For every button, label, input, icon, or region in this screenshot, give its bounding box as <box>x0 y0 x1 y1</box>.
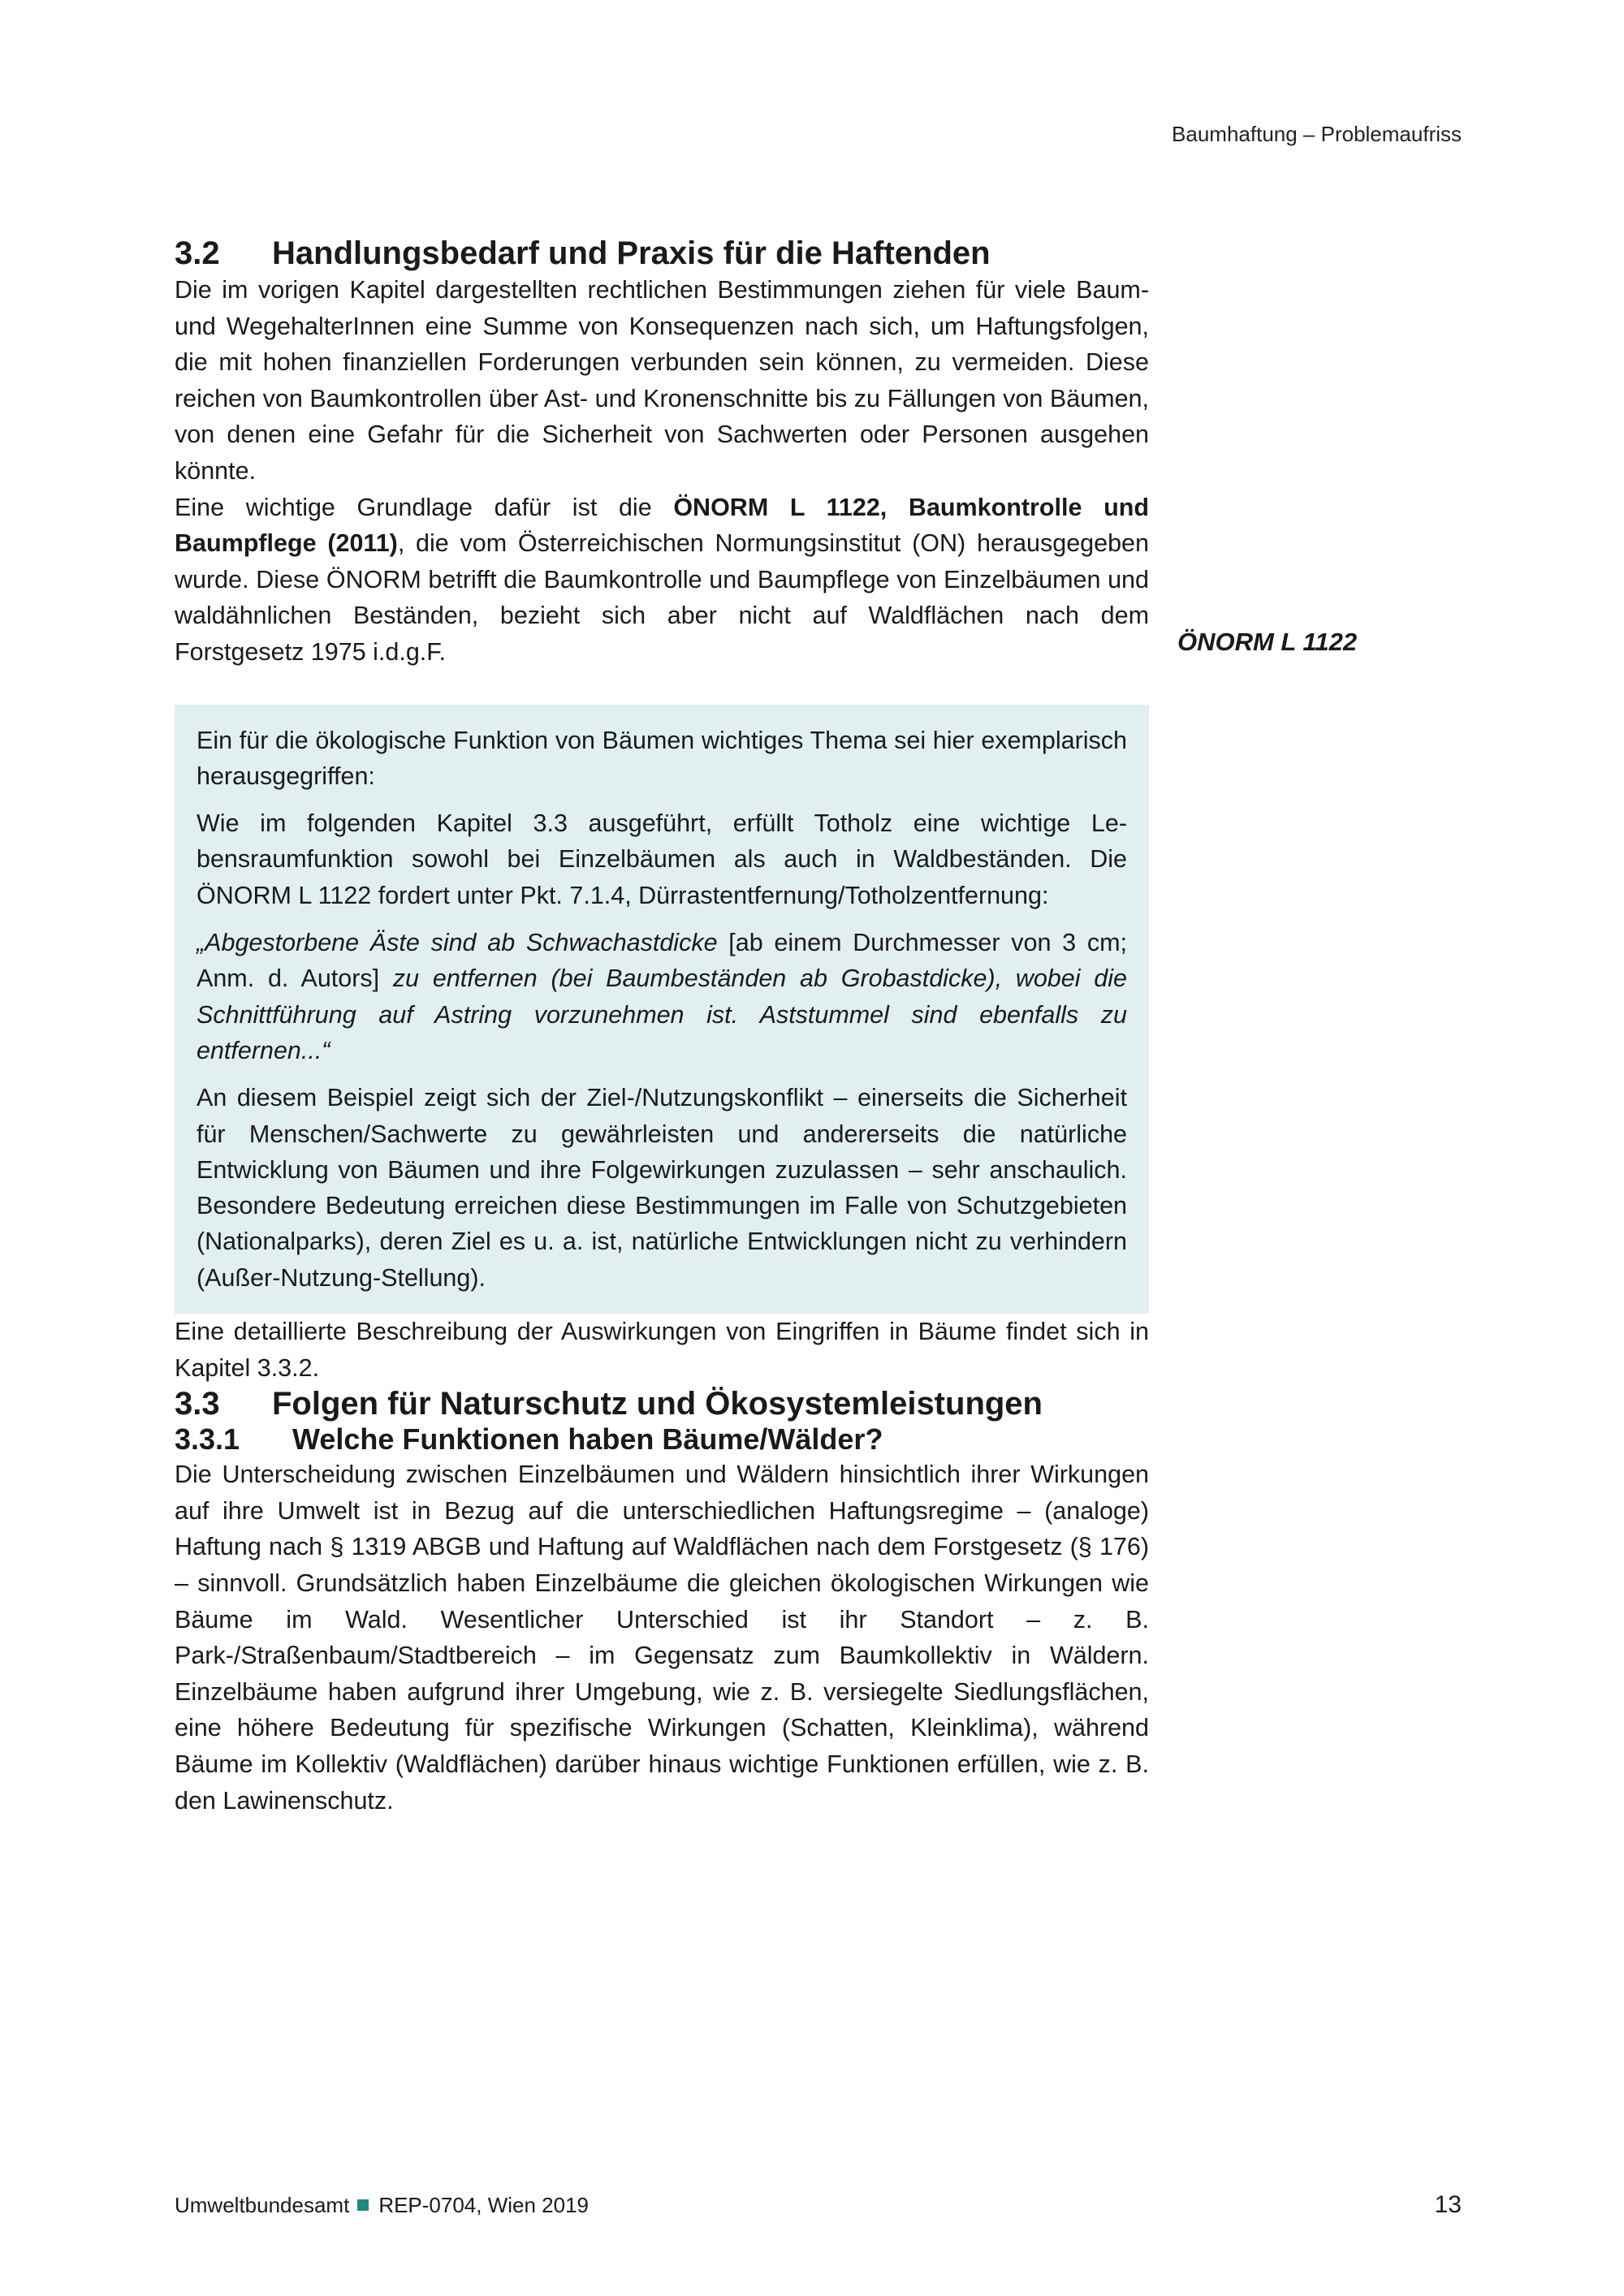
footer-left <box>175 2193 589 2218</box>
main-content <box>175 235 1149 1819</box>
subsection-heading-3-3-1 <box>175 1422 1149 1457</box>
quote-italic: „Abgestorbene Äste sind ab Schwachastdicke <box>197 929 718 957</box>
text-run: , die vom Österreichischen Normungsinstitut (ON) herausgegeben wurde. Diese ÖNORM betrifft die Baumkontrolle und Baumpflege von Einzelbäumen und waldähnlichen Beständen, bezieht sich aber nicht auf Waldflächen nach dem Forstgesetz 1975 i.d.g.F. <box>175 529 1149 666</box>
margin-note: ÖNORM L 1122 <box>1177 628 1358 656</box>
text-run: Eine wichtige Grundlage dafür ist die <box>175 493 674 521</box>
infobox-paragraph: An diesem Beispiel zeigt sich der Ziel-/Nutzungskonflikt – einerseits die Sicherheit für Menschen/Sachwerte zu gewährleisten und andererseits die natürliche Entwicklung von Bäumen und ihre Folgewirkungen zuzulassen – sehr anschaulich. Besondere Bedeutung erreichen diese Bestimmungen im Falle von Schutzgebieten (Nationalparks), deren Ziel es u. a. ist, natürliche Entwicklungen nicht zu verhindern (Außer-Nutzung-Stellung). <box>197 1084 1127 1292</box>
footer-publisher: Umweltbundesamt <box>175 2192 350 2217</box>
infobox-paragraph: Ein für die ökologische Funktion von Bäumen wichtiges Thema sei hier exemplarisch herausgegriffen: <box>197 726 1127 790</box>
section-title: Folgen für Naturschutz und Ökosystemleistungen <box>272 1386 1043 1422</box>
section-number: 3.2 <box>175 235 220 271</box>
section-number: 3.3 <box>175 1386 220 1422</box>
section-heading-3-2 <box>175 235 1149 272</box>
info-box <box>175 705 1149 1314</box>
quote-italic: zu entfernen (bei Baumbeständen ab Grobastdicke), wobei die Schnittführung auf Astring vorzunehmen ist. Aststummel sind ebenfalls zu entfernen...“ <box>197 965 1127 1064</box>
bold-reference: ÖNORM L 1122, Baumkontrolle und Baumpflege (2011) <box>175 493 1149 558</box>
quote-annotation: [ab einem Durchmesser von 3 cm; Anm. d. Autors] <box>197 929 1127 993</box>
infobox-paragraph: Wie im folgenden Kapitel 3.3 ausgeführt, erfüllt Totholz eine wichtige Lebensraumfunktion sowohl bei Einzelbäumen als auch in Waldbeständen. Die ÖNORM L 1122 fordert unter Pkt. 7.1.4, Dürrastentfernung/Totholzentfernung: <box>197 809 1127 909</box>
subsection-title: Welche Funktionen haben Bäume/Wälder? <box>292 1422 883 1457</box>
running-header: Baumhaftung – Problemaufriss <box>1172 122 1462 146</box>
subsection-number: 3.3.1 <box>175 1422 240 1457</box>
page-number: 13 <box>1434 2191 1462 2218</box>
square-bullet-icon <box>357 2199 369 2211</box>
paragraph: Die Unterscheidung zwischen Einzelbäumen und Wäldern hinsichtlich ihrer Wirkungen auf ihre Umwelt ist in Bezug auf die unterschiedlichen Haftungsregime – (analoge) Haftung nach § 1319 ABGB und Haftung auf Waldflächen nach dem Forstgesetz (§ 176) – sinnvoll. Grundsätzlich haben Einzelbäume die gleichen ökologischen Wirkungen wie Bäume im Wald. Wesentlicher Unterschied ist ihr Standort – z. B. Park-/Straßenbaum/Stadtbereich – im Gegensatz zum Baumkollektiv in Wäldern. Einzelbäume haben aufgrund ihrer Umgebung, wie z. B. versiegelte Siedlungsflächen, eine höhere Bedeutung für spezifische Wirkungen (Schatten, Kleinklima), während Bäume im Kollektiv (Waldflächen) darüber hinaus wichtige Funktionen erfüllen, wie z. B. den Lawinenschutz. <box>175 1461 1149 1815</box>
page-footer <box>175 2191 1462 2219</box>
paragraph-onorm <box>175 490 1149 671</box>
section-title: Handlungsbedarf und Praxis für die Haftenden <box>272 235 991 271</box>
section-heading-3-3 <box>175 1386 1149 1422</box>
infobox-quote <box>197 925 1127 1068</box>
paragraph: Eine detaillierte Beschreibung der Auswirkungen von Eingriffen in Bäume findet sich in Kapitel 3.3.2. <box>175 1317 1149 1382</box>
paragraph: Die im vorigen Kapitel dargestellten rechtlichen Bestimmungen ziehen für viele Baum- und WegehalterInnen eine Summe von Konsequenzen nach sich, um Haftungsfolgen, die mit hohen finanziellen Forderungen verbunden sein können, zu vermeiden. Diese reichen von Baumkontrollen über Ast- und Kronenschnitte bis zu Fällungen von Bäumen, von denen eine Gefahr für die Sicherheit von Sachwerten oder Personen ausgehen könnte. <box>175 276 1149 485</box>
footer-report: REP-0704, Wien 2019 <box>378 2192 590 2217</box>
